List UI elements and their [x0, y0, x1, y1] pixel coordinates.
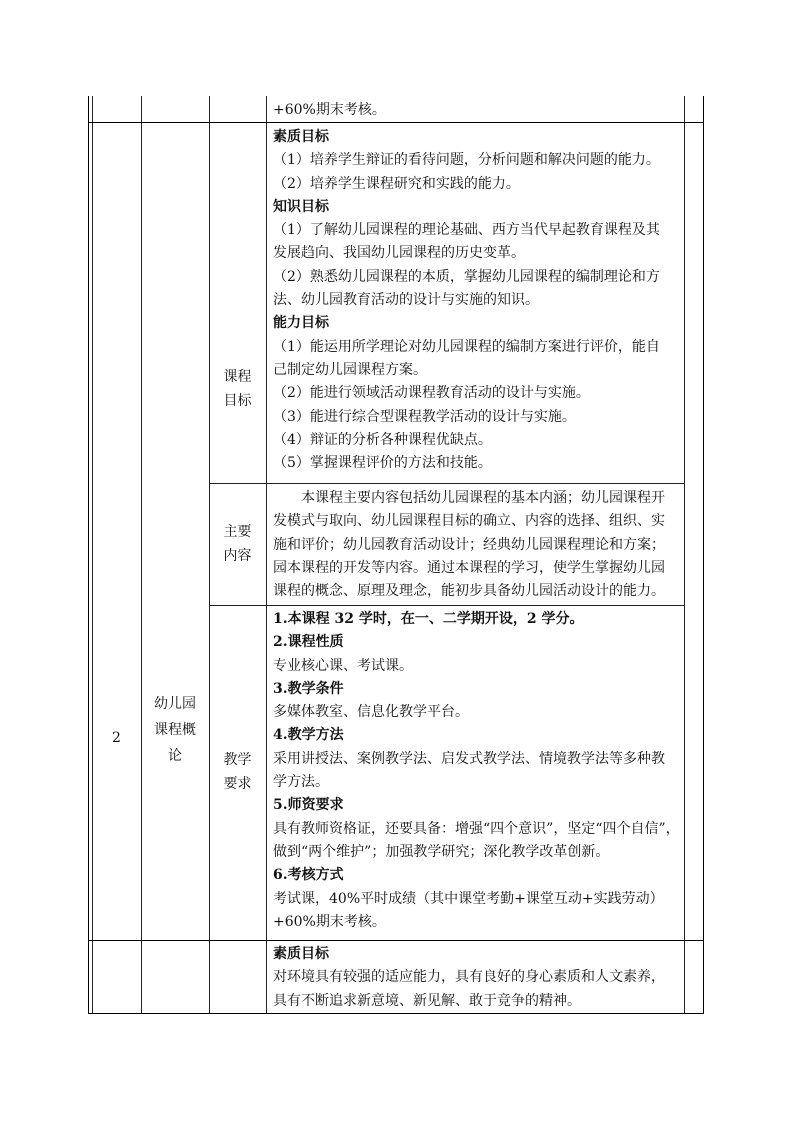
content-label-line-2: 内容: [223, 548, 252, 564]
objectives-label-line-1: 课程: [223, 369, 252, 385]
row-divider-top-fragment: [88, 122, 704, 123]
objectives-heading-ability: 能力目标: [273, 315, 329, 332]
next-row-heading-quality: 素质目标: [273, 946, 329, 962]
row-divider-content-requirements: [209, 605, 685, 606]
objectives-label-line-2: 目标: [223, 393, 252, 409]
requirements-line: 学方法。: [273, 774, 329, 791]
requirements-heading-hours: 1.本课程 32 学时，在一、二学期开设，2 学分。: [273, 611, 584, 627]
row-divider-course-next: [88, 940, 704, 941]
row-divider-objectives-content: [209, 483, 685, 484]
objectives-line: （5）掌握课程评价的方法和技能。: [273, 455, 492, 472]
next-row-content: [273, 943, 665, 1013]
objectives-line: （2）能进行领域活动课程教育活动的设计与实施。: [273, 385, 590, 402]
next-row-line: 对环境具有较强的适应能力，具有良好的身心素质和人文素养，: [273, 969, 665, 986]
requirements-content: [273, 608, 680, 934]
objectives-line: （1）培养学生辩证的看待问题，分析问题和解决问题的能力。: [273, 152, 660, 169]
top-fragment-text: [273, 99, 386, 122]
table-border-right-inner: [684, 96, 685, 1014]
content-line: 本课程主要内容包括幼儿园课程的基本内涵；幼儿园课程开: [301, 490, 665, 506]
objectives-line: 己制定幼儿园课程方案。: [273, 361, 427, 378]
course-name: [141, 691, 209, 769]
next-row-line: 具有不断追求新意境、新见解、敢于竞争的精神。: [273, 992, 581, 1009]
requirements-heading-methods: 4.教学方法: [273, 727, 344, 744]
column-divider-1: [141, 96, 142, 1014]
objectives-line: （2）培养学生课程研究和实践的能力。: [273, 175, 520, 192]
course-number: [92, 727, 141, 750]
content-label-line-1: 主要: [223, 524, 252, 540]
requirements-heading-teachers: 5.师资要求: [273, 797, 344, 814]
course-name-line-1: 幼儿园: [154, 696, 196, 712]
objectives-line: （1）能运用所学理论对幼儿园课程的编制方案进行评价，能自: [273, 338, 660, 355]
requirements-label-line-1: 教学: [223, 752, 252, 768]
objectives-line: （3）能进行综合型课程教学活动的设计与实施。: [273, 408, 576, 425]
requirements-heading-conditions: 3.教学条件: [273, 680, 344, 697]
requirements-line: 具有教师资格证，还要具备：增强“四个意识”，坚定“四个自信”，: [273, 820, 680, 837]
requirements-line: 做到“两个维护”；加强教学研究；深化教学改革创新。: [273, 843, 610, 860]
table-border-left-inner: [92, 96, 93, 1014]
table-border-bottom: [88, 1013, 704, 1014]
requirements-line: 多媒体教室、信息化教学平台。: [273, 704, 469, 721]
objectives-line: （4）辩证的分析各种课程优缺点。: [273, 431, 492, 448]
requirements-line: +60%期末考核。: [273, 913, 386, 930]
requirements-line: 考试课，40%平时成绩（其中课堂考勤+课堂互动+实践劳动）: [273, 890, 664, 907]
content-line: 课程的概念、原理及理念，能初步具备幼儿园活动设计的能力。: [273, 583, 665, 600]
requirements-heading-nature: 2.课程性质: [273, 634, 344, 651]
table-border-left-outer: [88, 96, 89, 1014]
objectives-line: （1）了解幼儿园课程的理论基础、西方当代早起教育课程及其: [273, 222, 660, 239]
objectives-label: [209, 365, 266, 413]
objectives-heading-knowledge: 知识目标: [273, 198, 329, 215]
requirements-heading-assessment: 6.考核方式: [273, 867, 344, 884]
requirements-line: 专业核心课、考试课。: [273, 657, 413, 674]
column-divider-3: [266, 96, 267, 1014]
content-line: 施和评价；幼儿园教育活动设计；经典幼儿园课程理论和方案；: [273, 536, 665, 553]
course-number-value: 2: [112, 730, 121, 746]
course-name-line-2: 课程概: [154, 722, 196, 738]
objectives-line: 法、幼儿园教育活动的设计与实施的知识。: [273, 292, 539, 309]
content-line: 园本课程的开发等内容。通过本课程的学习，使学生掌握幼儿园: [273, 559, 665, 576]
objectives-heading-quality: 素质目标: [273, 129, 329, 145]
course-name-line-3: 论: [168, 748, 182, 764]
content-text: [273, 487, 665, 603]
content-line: 发模式与取向、幼儿园课程目标的确立、内容的选择、组织、实: [273, 513, 665, 530]
objectives-line: 发展趋向、我国幼儿园课程的历史变革。: [273, 245, 525, 262]
top-fragment-line: +60%期末考核。: [273, 102, 386, 118]
objectives-line: （2）熟悉幼儿园课程的本质，掌握幼儿园课程的编制理论和方: [273, 268, 660, 285]
objectives-content: [273, 126, 660, 475]
content-label: [209, 520, 266, 568]
requirements-label-line-2: 要求: [223, 776, 252, 792]
requirements-line: 采用讲授法、案例教学法、启发式教学法、情境教学法等多种教: [273, 750, 665, 767]
table-border-right-outer: [703, 96, 704, 1014]
requirements-label: [209, 748, 266, 796]
